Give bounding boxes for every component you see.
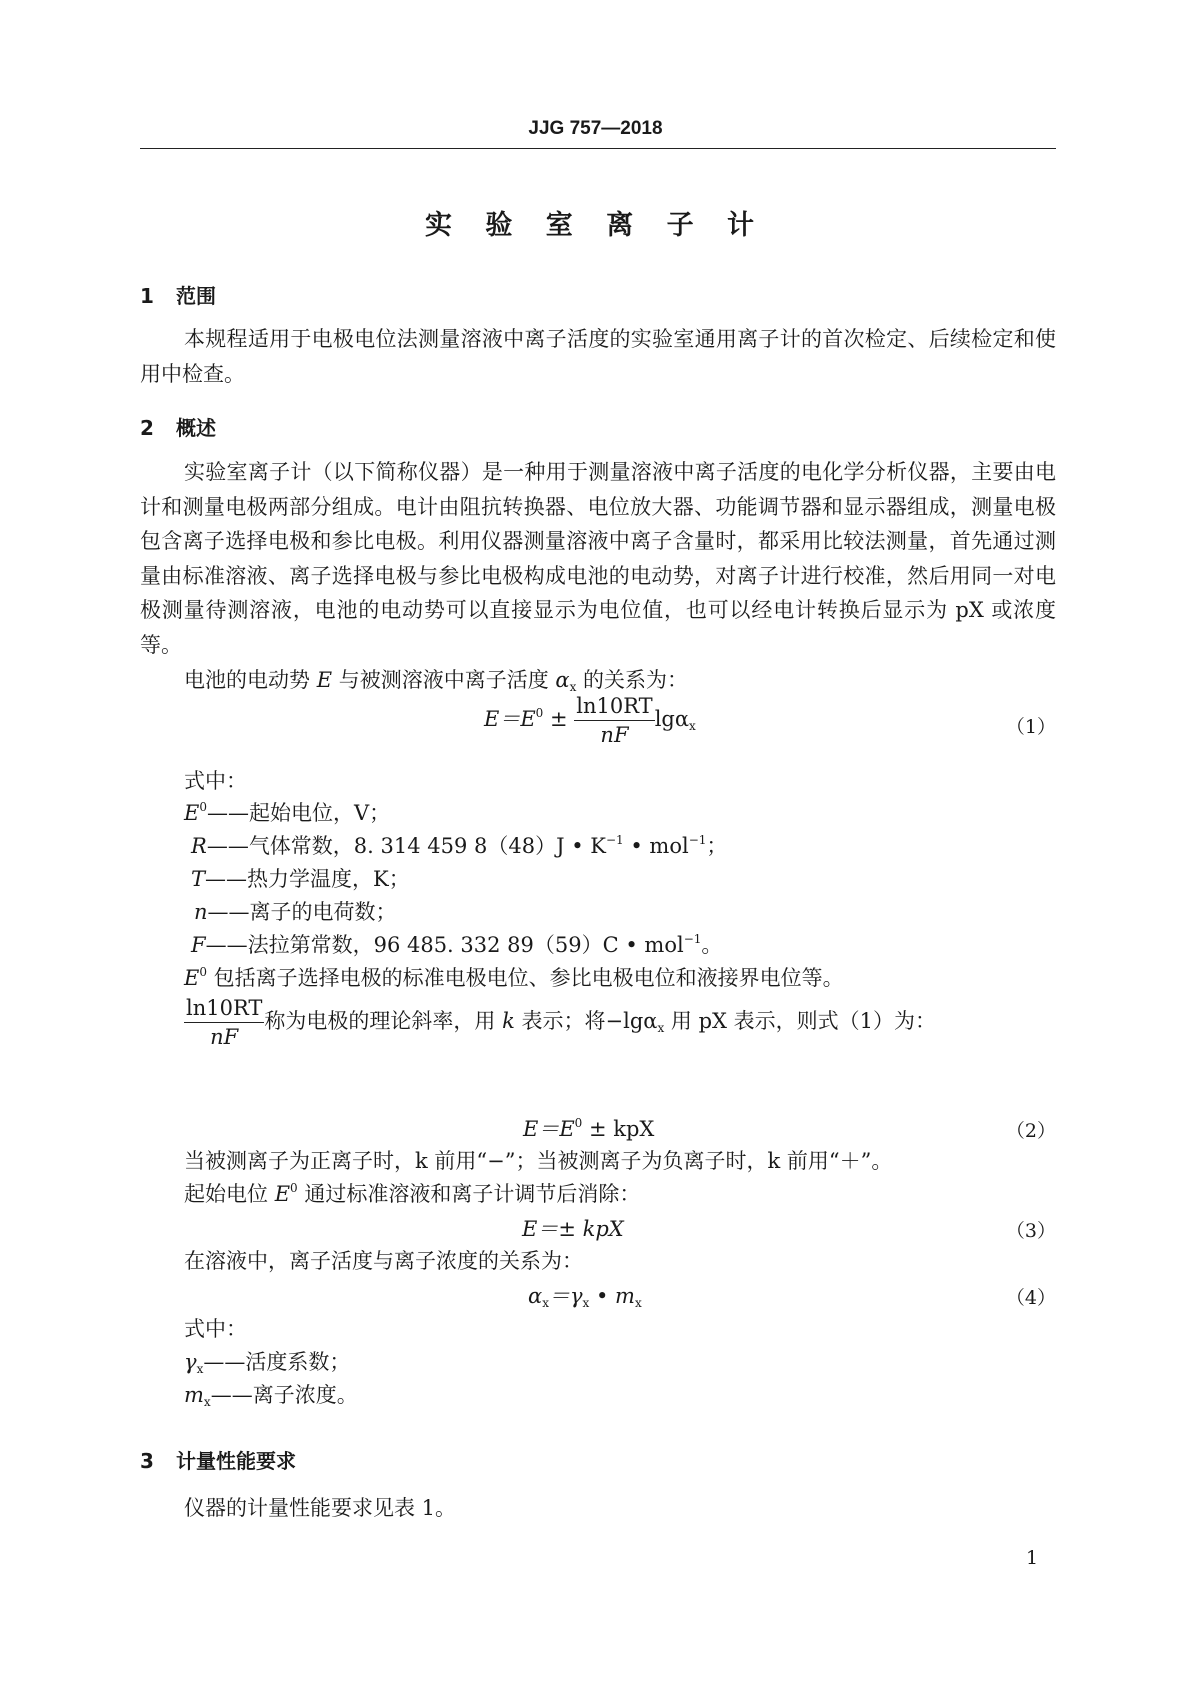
- relation-intro: [184, 664, 688, 694]
- page-title: 实 验 室 离 子 计: [425, 210, 766, 241]
- superscript: 0: [199, 965, 207, 979]
- equation-label-3: （3）: [1005, 1220, 1056, 1242]
- symbol: F: [191, 933, 206, 957]
- requirements-text: 仪器的计量性能要求见表 1。: [184, 1496, 457, 1520]
- subscript: x: [634, 1296, 642, 1310]
- numerator: ln10RT: [184, 996, 264, 1023]
- section-heading-requirements: [140, 1445, 296, 1474]
- definition-text: ——起始电位，V；: [206, 801, 391, 825]
- definition-n: [194, 896, 397, 926]
- definition-R: [191, 830, 727, 860]
- eq-tail: lgα: [654, 707, 690, 731]
- section-title: 计量性能要求: [176, 1449, 296, 1473]
- plus-minus: ±: [543, 707, 575, 731]
- where-label: 式中：: [184, 769, 247, 793]
- text: 电池的电动势: [184, 668, 317, 692]
- symbol: m: [184, 1383, 204, 1407]
- symbol-gamma: ＝γ: [548, 1284, 583, 1308]
- page-number: 1: [1026, 1547, 1039, 1569]
- superscript: 0: [199, 800, 207, 814]
- definition-text: ——离子浓度。: [210, 1383, 358, 1407]
- symbol-k: k: [502, 1009, 515, 1033]
- note-text: 通过标准溶液和离子计调节后消除：: [297, 1182, 641, 1206]
- section-title: 范围: [176, 284, 216, 308]
- subscript: x: [689, 719, 696, 733]
- fraction: [184, 996, 264, 1049]
- denominator: nF: [600, 723, 629, 747]
- superscript: −1: [688, 833, 707, 847]
- note-text: 起始电位: [184, 1182, 275, 1206]
- punctuation: 。: [701, 933, 723, 957]
- text: 与被测溶液中离子活度: [332, 668, 556, 692]
- superscript: −1: [683, 932, 702, 946]
- numerator: ln10RT: [574, 694, 654, 721]
- definition-F: [191, 929, 722, 959]
- section-heading-overview: [140, 412, 216, 441]
- solution-note: 在溶液中，离子活度与离子浓度的关系为：: [184, 1249, 583, 1273]
- subscript: x: [542, 1296, 549, 1310]
- eq-lhs: E＝E: [484, 707, 536, 731]
- symbol: E: [274, 1182, 291, 1206]
- definition-gamma: [184, 1346, 350, 1376]
- header-rule: [140, 148, 1056, 149]
- equation-1: [484, 694, 696, 747]
- equation-label-4: （4）: [1005, 1287, 1056, 1309]
- e0-note: [184, 962, 844, 992]
- definition-m: [184, 1379, 358, 1409]
- note-text: 表示；将−lgα: [514, 1009, 658, 1033]
- superscript: −1: [605, 833, 624, 847]
- symbol: n: [194, 900, 208, 924]
- symbol-E: E: [316, 668, 333, 692]
- fraction: [574, 694, 654, 747]
- definition-text: • mol: [623, 834, 689, 858]
- equation-3: E＝± kpX: [522, 1217, 624, 1241]
- definition-text: ——离子的电荷数；: [207, 900, 397, 924]
- eq-rhs: ± kpX: [582, 1117, 655, 1141]
- subscript: x: [569, 680, 577, 694]
- where-label: 式中：: [184, 1317, 247, 1341]
- equation-4: [528, 1280, 642, 1310]
- symbol: γ: [184, 1350, 197, 1374]
- text: 的关系为：: [576, 668, 689, 692]
- subscript: x: [196, 1362, 204, 1376]
- symbol-alpha: α: [555, 668, 570, 692]
- superscript: 0: [574, 1116, 583, 1130]
- sign-note: 当被测离子为正离子时，k 前用“−”；当被测离子为负离子时，k 前用“＋”。: [184, 1149, 893, 1173]
- subscript: x: [582, 1296, 590, 1310]
- section-number: 1: [140, 284, 154, 308]
- document-code-header: JJG 757—2018: [528, 118, 663, 139]
- note-text: 用 pX 表示，则式（1）为：: [664, 1009, 937, 1033]
- elimination-note: [184, 1178, 640, 1208]
- section-number: 2: [140, 416, 154, 440]
- eq-lhs: E＝E: [523, 1117, 575, 1141]
- equation-label-2: （2）: [1005, 1120, 1056, 1142]
- punctuation: ；: [706, 834, 728, 858]
- symbol-m: • m: [589, 1284, 635, 1308]
- section-title: 概述: [176, 416, 216, 440]
- symbol: E: [184, 801, 200, 825]
- scope-paragraph: 本规程适用于电极电位法测量溶液中离子活度的实验室通用离子计的首次检定、后续检定和使用中检查。: [140, 327, 1056, 386]
- superscript: 0: [535, 706, 544, 720]
- definition-E0: [184, 797, 390, 827]
- overview-paragraph: 实验室离子计（以下简称仪器）是一种用于测量溶液中离子活度的电化学分析仪器，主要由电计和测量电极两部分组成。电计由阻抗转换器、电位放大器、功能调节器和显示器组成，测量电极包含离子选择电极和参比电极。利用仪器测量溶液中离子含量时，都采用比较法测量，首先通过测量由标准溶液、离子选择电极与参比电极构成电池的电动势，对离子计进行校准，然后用同一对电极测量待测溶液，电池的电动势可以直接显示为电位值，也可以经电计转换后显示为 pX 或浓度等。: [140, 460, 1056, 657]
- definition-T: [191, 863, 410, 893]
- symbol: T: [191, 867, 206, 891]
- note-text: 称为电极的理论斜率，用: [264, 1009, 503, 1033]
- section-heading-scope: [140, 280, 216, 309]
- denominator: nF: [210, 1025, 239, 1049]
- subscript: x: [657, 1021, 665, 1035]
- note-text: 包括离子选择电极的标准电极电位、参比电极电位和液接界电位等。: [206, 966, 844, 990]
- symbol: E: [184, 966, 200, 990]
- equation-2: [523, 1113, 654, 1143]
- symbol-alpha: α: [528, 1284, 543, 1308]
- definition-text: ——气体常数，8. 314 459 8（48）J • K: [206, 834, 606, 858]
- definition-text: ——热力学温度，K；: [205, 867, 410, 891]
- equation-label-1: （1）: [1005, 716, 1056, 738]
- slope-note: [184, 996, 936, 1049]
- symbol: R: [191, 834, 207, 858]
- subscript: x: [203, 1395, 211, 1409]
- definition-text: ——法拉第常数，96 485. 332 89（59）C • mol: [205, 933, 684, 957]
- definition-text: ——活度系数；: [203, 1350, 351, 1374]
- section-number: 3: [140, 1449, 154, 1473]
- superscript: 0: [290, 1181, 298, 1195]
